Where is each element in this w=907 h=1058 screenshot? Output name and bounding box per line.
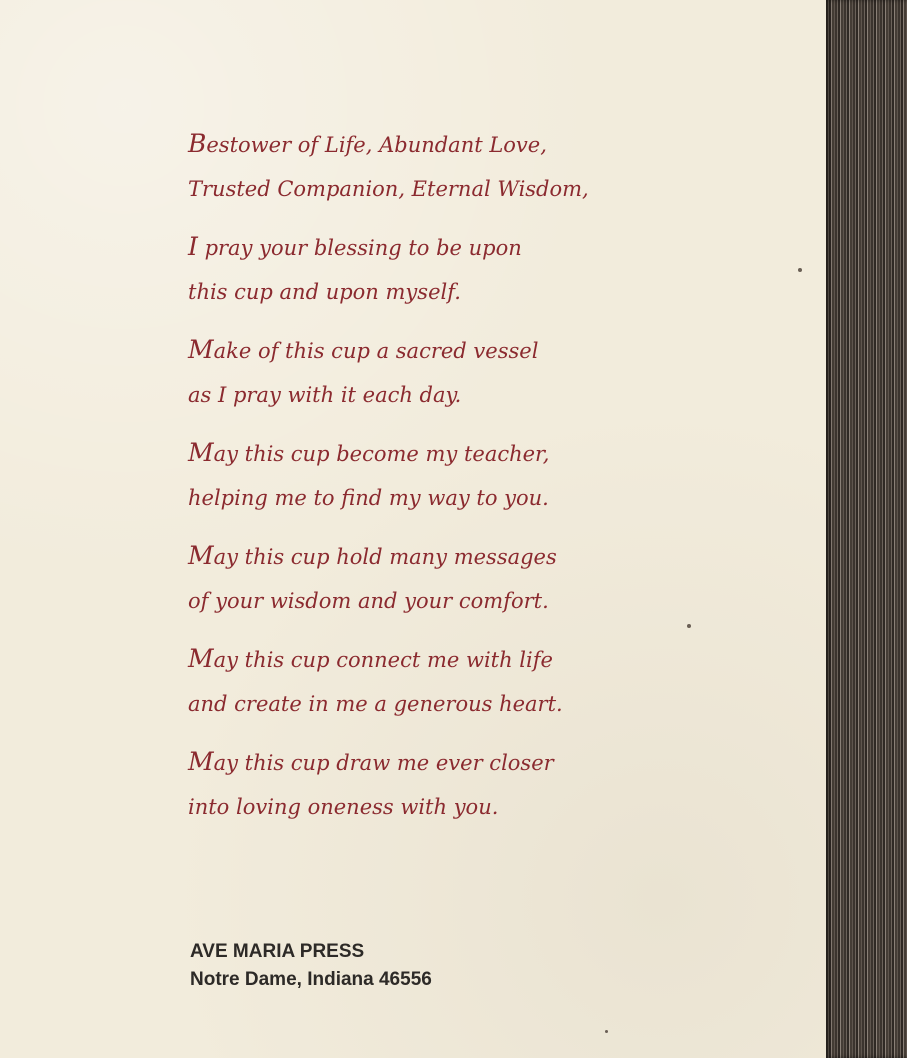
publisher-location: Notre Dame, Indiana 46556: [190, 969, 432, 990]
prayer-line: May this cup connect me with life: [188, 644, 553, 673]
stanza: [188, 328, 708, 417]
prayer-line: helping me to find my way to you.: [188, 486, 549, 510]
prayer-line: as I pray with it each day.: [188, 383, 462, 407]
prayer-line: Trusted Companion, Eternal Wisdom,: [188, 177, 589, 201]
publisher-name: AVE MARIA PRESS: [190, 941, 365, 962]
prayer-line: into loving oneness with you.: [188, 795, 499, 819]
page-edge-stack: [826, 0, 907, 1058]
paper-speck: [798, 268, 802, 272]
prayer-line: of your wisdom and your comfort.: [188, 589, 549, 613]
stanza: [188, 637, 708, 726]
prayer-line: I pray your blessing to be upon: [188, 232, 522, 261]
publisher-imprint: [190, 938, 610, 994]
stanza: [188, 122, 708, 211]
stanza: [188, 431, 708, 520]
stanza: [188, 225, 708, 314]
prayer-line: this cup and upon myself.: [188, 280, 461, 304]
paper-speck: [687, 624, 691, 628]
stanza: [188, 534, 708, 623]
prayer-line: May this cup become my teacher,: [188, 438, 550, 467]
prayer-text: [188, 122, 708, 843]
paper-speck: [605, 1030, 608, 1033]
stanza: [188, 740, 708, 829]
prayer-line: and create in me a generous heart.: [188, 692, 563, 716]
prayer-line: Bestower of Life, Abundant Love,: [188, 129, 547, 158]
prayer-line: May this cup draw me ever closer: [188, 747, 554, 776]
prayer-line: May this cup hold many messages: [188, 541, 557, 570]
prayer-line: Make of this cup a sacred vessel: [188, 335, 539, 364]
